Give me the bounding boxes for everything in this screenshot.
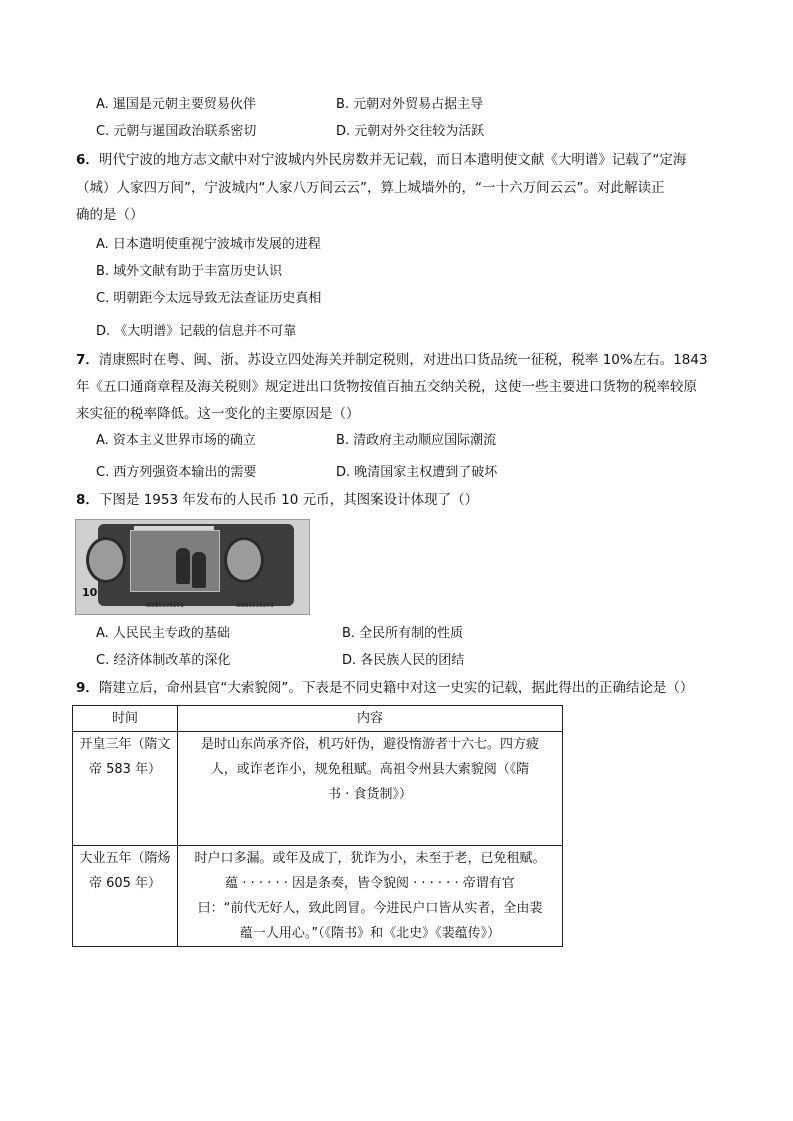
cell-line: 是时山东尚承齐俗，机巧奸伪，避役惰游者十六七。四方疲 <box>200 737 539 752</box>
q7-option-b: B. 清政府主动顺应国际潮流 <box>336 433 497 448</box>
question-number: 8． <box>76 492 99 508</box>
cell-line: 帝 605 年） <box>88 876 162 891</box>
question-8-line-1 <box>76 491 478 509</box>
cell-line: 开皇三年（隋文 <box>79 737 171 752</box>
question-9-line-1 <box>76 679 693 697</box>
banknote-serial-right: ⅢⅢⅢ5236291 <box>236 602 274 609</box>
banknote-rosette-left <box>86 537 126 583</box>
banknote-serial-left: ⅢⅢⅢ5236291 <box>146 602 184 609</box>
q8-option-b: B. 全民所有制的性质 <box>342 626 464 641</box>
question-text: 下图是 1953 年发布的人民币 10 元币，其图案设计体现了（） <box>98 492 479 508</box>
question-number: 6． <box>76 152 99 168</box>
cell-line: 书 · 食货制》） <box>328 787 412 802</box>
q8-option-a: A. 人民民主专政的基础 <box>96 626 230 641</box>
cell-line: 曰：“前代无好人，致此罔冒。今进民户口皆从实者，全由裴 <box>197 901 543 916</box>
table-row <box>73 846 563 947</box>
q7-option-d: D. 晚清国家主权遭到了破坏 <box>336 465 498 480</box>
table-cell-time <box>73 846 178 947</box>
table-cell-content <box>178 732 563 846</box>
table-header-row <box>73 706 563 732</box>
banknote-image <box>75 519 310 615</box>
cell-line: 大业五年（隋炀 <box>79 851 171 866</box>
q6-option-a: A. 日本遣明使重视宁波城市发展的进程 <box>96 237 321 252</box>
q5-option-a: A. 暹国是元朝主要贸易伙伴 <box>96 97 256 112</box>
question-text: 隋建立后，命州县官“大索貌阅”。下表是不同史籍中对这一史实的记载，据此得出的正确结论是（） <box>98 680 694 696</box>
question-6-line-1 <box>76 151 686 169</box>
q6-option-d: D. 《大明谱》记载的信息并不可靠 <box>96 324 297 339</box>
question-text: 清康熙时在粤、闽、浙、苏设立四处海关并制定税则，对进出口货品统一征税，税率 10%左右。1843 <box>98 352 708 368</box>
question-7-line-1 <box>76 351 708 369</box>
question-6-line-3: 确的是（） <box>76 207 144 223</box>
question-7-line-3: 来实征的税率降低。这一变化的主要原因是（） <box>76 406 360 422</box>
table-header-content: 内容 <box>178 706 563 732</box>
cell-line: 时户口多漏。或年及成丁，犹诈为小，未至于老，已免租赋。 <box>194 851 546 866</box>
q6-option-b: B. 域外文献有助于丰富历史认识 <box>96 264 283 279</box>
question-7-line-2: 年《五口通商章程及海关税则》规定进出口货物按值百抽五交纳关税，这使一些主要进口货物的税率较原 <box>76 379 697 395</box>
banknote-vignette <box>130 530 220 592</box>
q7-option-c: C. 西方列强资本输出的需要 <box>96 465 257 480</box>
q8-option-c: C. 经济体制改革的深化 <box>96 653 231 668</box>
banknote-rosette-right <box>224 537 264 583</box>
q5-option-c: C. 元朝与暹国政治联系密切 <box>96 124 257 139</box>
q6-option-c: C. 明朝距今太远导致无法查证历史真相 <box>96 291 322 306</box>
question-text: 明代宁波的地方志文献中对宁波城内外民房数并无记载，而日本遣明使文献《大明谱》记载了“定海 <box>98 152 687 168</box>
table-cell-content <box>178 846 563 947</box>
q8-option-d: D. 各民族人民的团结 <box>342 653 465 668</box>
cell-line: 人，或诈老诈小，规免租赋。高祖令州县大索貌阅（《隋 <box>210 762 530 777</box>
table-row <box>73 732 563 846</box>
question-number: 7． <box>76 352 99 368</box>
cell-line: 蕴 · · · · · · 因是条奏，皆令貌阅 · · · · · · 帝谓有官 <box>225 876 515 891</box>
q5-option-b: B. 元朝对外贸易占据主导 <box>336 97 484 112</box>
table-header-time: 时间 <box>73 706 178 732</box>
table-cell-time <box>73 732 178 846</box>
banknote-figure-left <box>176 548 190 584</box>
question-6-line-2: （城）人家四万间”，宁波城内“人家八万间云云”，算上城墙外的，“一十六万间云云”。对此解读正 <box>76 180 665 196</box>
cell-line: 帝 583 年） <box>88 762 162 777</box>
banknote-corner-value: 10 <box>82 586 98 599</box>
question-number: 9． <box>76 680 99 696</box>
history-table <box>72 705 563 947</box>
cell-line: 蕴一人用心。”（《隋书》和《北史》《裴蕴传》） <box>239 926 501 941</box>
q7-option-a: A. 资本主义世界市场的确立 <box>96 433 256 448</box>
banknote-figure-right <box>192 552 206 588</box>
q5-option-d: D. 元朝对外交往较为活跃 <box>336 124 485 139</box>
